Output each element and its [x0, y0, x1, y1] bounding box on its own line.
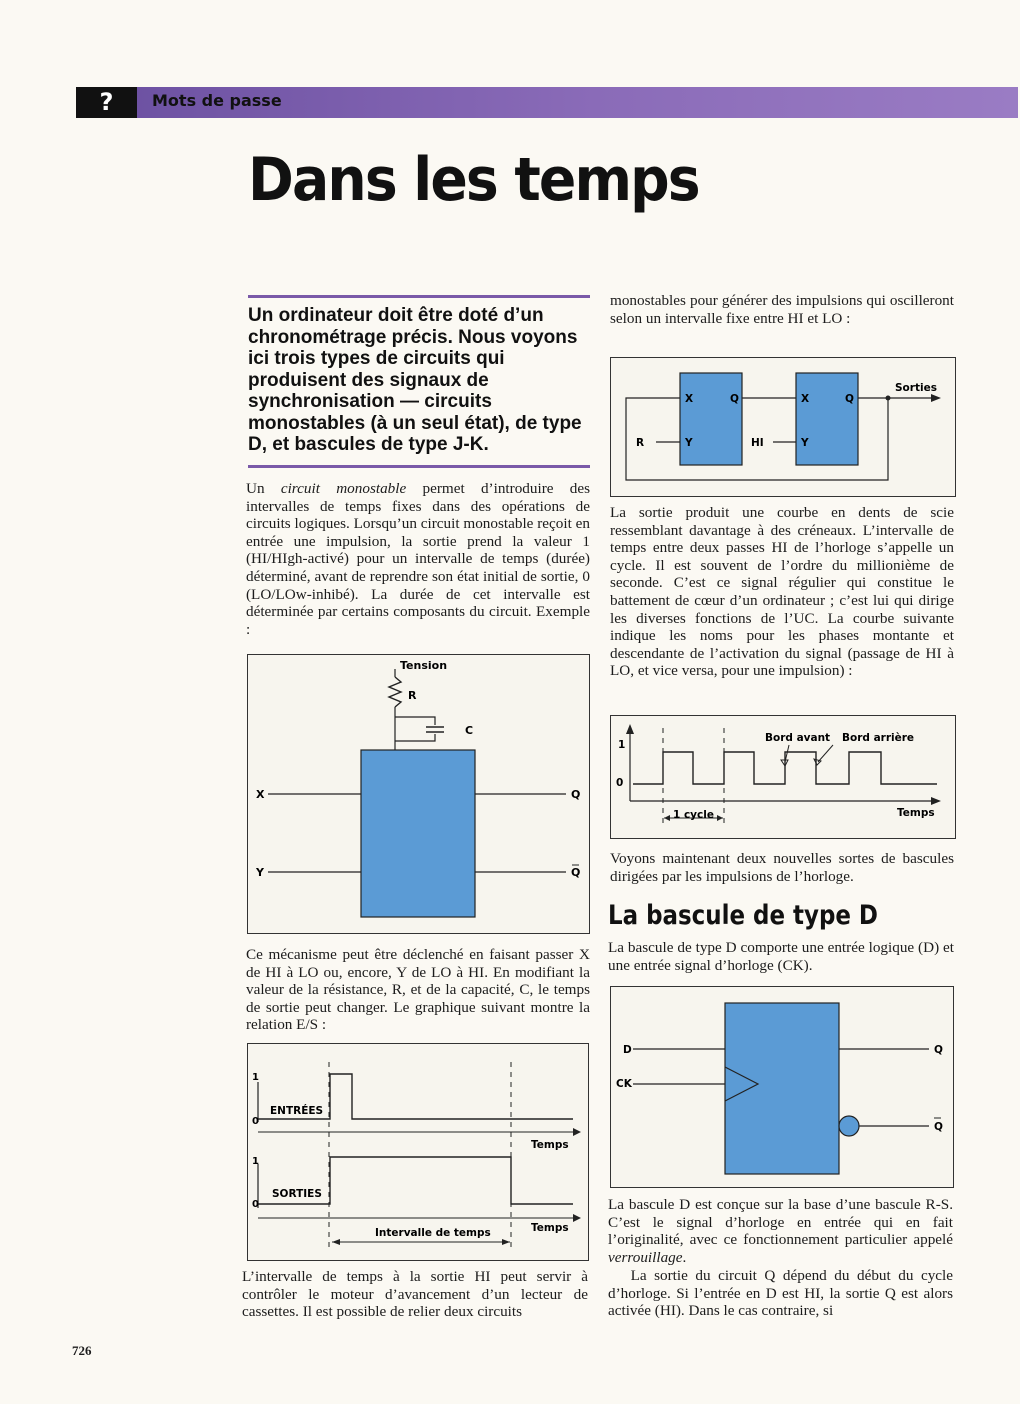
lead-paragraph: Un ordinateur doit être doté d’un chronométrage précis. Nous voyons ici trois types de circuits qui produisent des signaux de synchronisation — circuits monostables (à un seul état), de type D, et bascules de type J-K. [248, 305, 582, 455]
qbar-label: Q [571, 866, 581, 879]
fig3-x1-label: X [685, 393, 694, 405]
io-timing-figure [247, 1043, 589, 1261]
col1-paragraph-3: L’intervalle de temps à la sortie HI peut servir à contrôler le moteur d’avancement d’un lecteur de cassettes. Il est possible de relier deux circuits [242, 1268, 588, 1321]
interval-label: Intervalle de temps [375, 1227, 491, 1239]
fig5-qbar-label: Q [934, 1121, 943, 1133]
r-label: R [408, 689, 417, 702]
bord-arriere-label: Bord arrière [842, 732, 915, 744]
col2-paragraph-1: monostables pour générer des impulsions qui oscilleront selon un intervalle fixe entre HI et LO : [610, 292, 954, 327]
fig3-q1-label: Q [730, 393, 739, 405]
fig2-zero-top: 0 [252, 1116, 259, 1127]
page-title: Dans les temps [248, 145, 699, 215]
fig3-q2-label: Q [845, 393, 854, 405]
inverter-bubble [839, 1116, 859, 1136]
fig4-one-label: 1 [618, 739, 626, 751]
col2-paragraph-2: La sortie produit une courbe en dents de scie ressemblant davantage à des créneaux. L’intervalle de temps entre deux passes HI de l’horloge s’appelle un cycle. Il est souvent de l’ordre du millionième de seconde. C’est ce signal régulier qui constitue le battement de cœur d’un ordinateur ; c’est lui qui dirige les diverses fonctions de l’UC. La courbe suivante indique les noms pour les phases montante et descendante de l’activation du signal (passage de HI à LO, et vice versa, pour une impulsion) : [610, 504, 954, 680]
x-label: X [256, 788, 265, 801]
sorties-label: SORTIES [272, 1188, 322, 1200]
fig5-d-label: D [623, 1044, 632, 1056]
page-number: 726 [72, 1343, 92, 1358]
monostable-block-2 [796, 373, 858, 465]
col2-paragraph-5: La bascule D est conçue sur la base d’une bascule R-S. C’est le signal d’horloge en entrée qui en fait l’originalité, avec ce fonctionnement particulier appelé verrouillage. [608, 1196, 953, 1266]
fig5-ck-label: CK [616, 1078, 632, 1090]
fig3-y1-label: Y [685, 437, 693, 449]
d-flipflop-figure [610, 986, 954, 1188]
fig4-zero-label: 0 [616, 777, 624, 789]
monostable-block [361, 750, 475, 917]
oscillator-figure [610, 357, 956, 497]
col2-paragraph-6: La sortie du circuit Q dépend du début du cycle d’horloge. Si l’entrée en D est HI, la sortie Q est alors activée (HI). Dans le cas contraire, si [608, 1267, 953, 1320]
section-heading-d-flipflop: La bascule de type D [608, 900, 878, 931]
q-label: Q [571, 788, 581, 801]
lead-bottom-rule [248, 465, 590, 468]
fig2-one-bottom: 1 [252, 1156, 259, 1167]
fig3-r-label: R [636, 437, 645, 449]
col2-paragraph-3: Voyons maintenant deux nouvelles sortes de bascules dirigées par les impulsions de l’horloge. [610, 850, 954, 885]
fig2-one-top: 1 [252, 1072, 259, 1083]
fig3-hi-label: HI [751, 437, 764, 449]
y-label: Y [256, 866, 264, 879]
clock-signal-figure [610, 715, 956, 839]
d-flipflop-block [725, 1003, 839, 1174]
c-label: C [465, 724, 474, 737]
lead-top-rule [248, 295, 590, 298]
fig3-x2-label: X [801, 393, 810, 405]
resistor-symbol [389, 677, 401, 707]
fig5-q-label: Q [934, 1044, 943, 1056]
fig2-zero-bottom: 0 [252, 1199, 259, 1210]
cycle-label: 1 cycle [673, 809, 714, 821]
col1-paragraph-1: Un circuit monostable permet d’introduire des intervalles de temps fixes dans des opérations de circuits logiques. Lorsqu’un circuit monostable reçoit en entrée une impulsion, la sortie prend la valeur 1 (HI/HIgh-activé) pour un intervalle de temps (durée) déterminé, avant de reprendre son état initial de sortie, 0 (LO/LOw-inhibé). La durée de cet intervalle est déterminée par certains composants du circuit. Exemple : [246, 480, 591, 638]
fig4-temps-label: Temps [897, 807, 935, 819]
col2-paragraph-4: La bascule de type D comporte une entrée logique (D) et une entrée signal d’horloge (CK). [608, 939, 954, 974]
question-badge: ? [76, 87, 137, 118]
section-label: Mots de passe [152, 91, 282, 110]
monostable-block-1 [680, 373, 742, 465]
tension-label: Tension [400, 659, 448, 672]
fig3-y2-label: Y [801, 437, 809, 449]
col1-paragraph-2: Ce mécanisme peut être déclenché en faisant passer X de HI à LO ou, encore, Y de LO à HI. En modifiant la valeur de la résistance, R, et de la capacité, C, le temps de sortie peut changer. Le graphique suivant montre la relation E/S : [246, 946, 590, 1034]
temps-label-bottom: Temps [531, 1222, 569, 1234]
monostable-figure [247, 654, 590, 934]
bord-avant-label: Bord avant [765, 732, 831, 744]
temps-label-top: Temps [531, 1139, 569, 1151]
clock-waveform [633, 752, 937, 784]
entrees-label: ENTRÉES [270, 1105, 324, 1117]
fig3-sorties-label: Sorties [895, 382, 937, 394]
